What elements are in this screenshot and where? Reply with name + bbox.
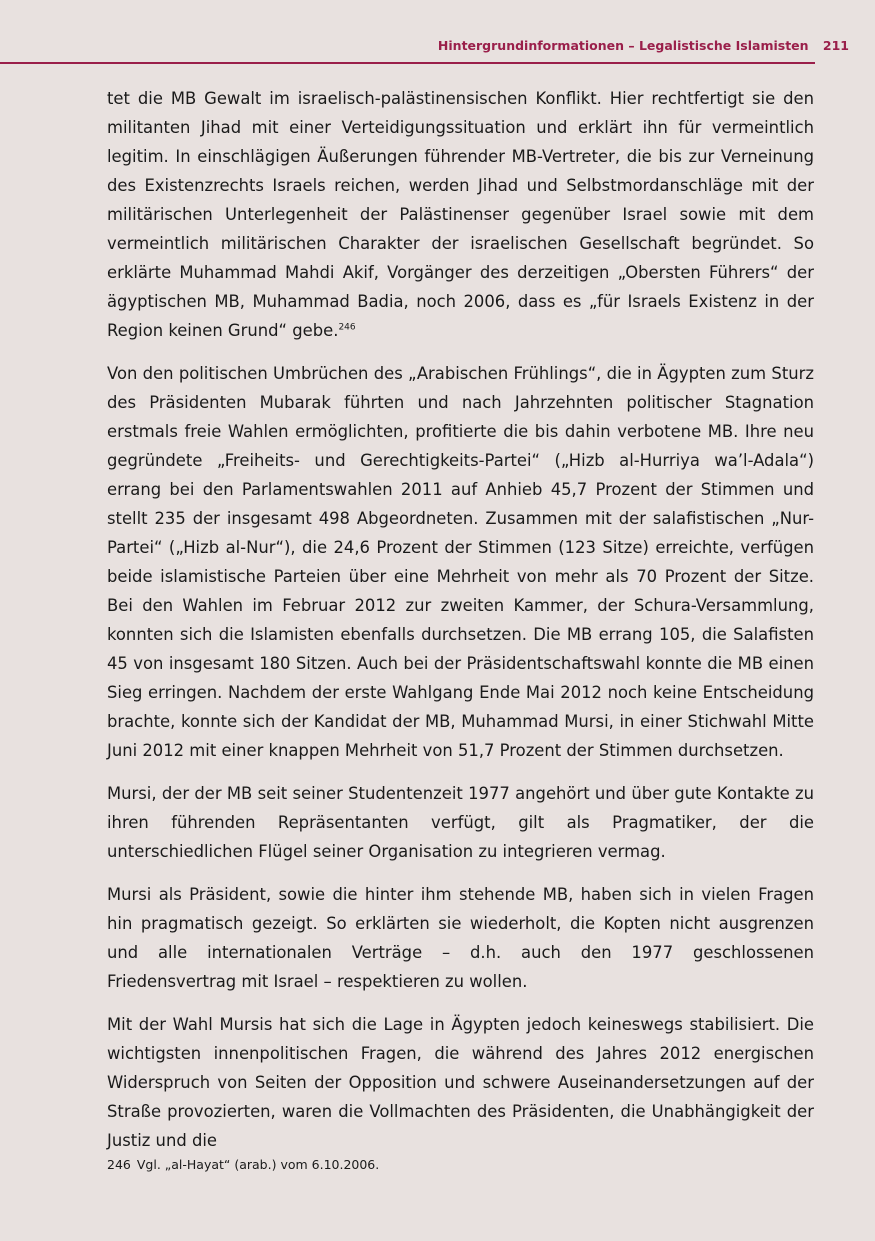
header-rule <box>0 62 815 64</box>
paragraph-3 <box>107 779 814 866</box>
body-text <box>107 84 814 1169</box>
footnote-reference[interactable]: 246 <box>338 322 356 333</box>
paragraph-1 <box>107 84 814 345</box>
footnote <box>107 1157 814 1173</box>
paragraph-2 <box>107 359 814 765</box>
footnote-text: Vgl. „al-Hayat“ (arab.) vom 6.10.2006. <box>136 1157 380 1172</box>
paragraph-4 <box>107 880 814 996</box>
paragraph-5 <box>107 1010 814 1155</box>
paragraph-text: Mit der Wahl Mursis hat sich die Lage in Ägypten jedoch keineswegs stabilisiert. Die wichtigsten innenpolitischen Fragen, die während des Jahres 2012 energischen Widerspruch von Seiten der Opposition und schwere Auseinandersetzungen auf der Straße provozierten, waren die Vollmachten des Präsidenten, die Unabhängigkeit der Justiz und die <box>107 1015 814 1150</box>
running-title: Hintergrundinformationen – Legalistische Islamisten <box>437 38 809 53</box>
paragraph-text: Mursi, der der MB seit seiner Studentenzeit 1977 angehört und über gute Kontakte zu ihren führenden Repräsentanten verfügt, gilt als Pragmatiker, der die unterschiedlichen Flügel seiner Organisation zu integrieren vermag. <box>107 784 814 861</box>
paragraph-text: Von den politischen Umbrüchen des „Arabischen Frühlings“, die in Ägypten zum Sturz des Präsidenten Mubarak führten und nach Jahrzehnten politischer Stagnation erstmals freie Wahlen ermöglichten, profitierte die bis dahin verbotene MB. Ihre neu gegründete „Freiheits- und Gerechtigkeits-Partei“ („Hizb al-Hurriya wa’l-Adala“) errang bei den Parlamentswahlen 2011 auf Anhieb 45,7 Prozent der Stimmen und stellt 235 der insgesamt 498 Abgeordneten. Zusammen mit der salafistischen „Nur-Partei“ („Hizb al-Nur“), die 24,6 Prozent der Stimmen (123 Sitze) erreichte, verfügen beide islamistische Parteien über eine Mehrheit von mehr als 70 Prozent der Sitze. Bei den Wahlen im Februar 2012 zur zweiten Kammer, der Schura-Versammlung, konnten sich die Islamisten ebenfalls durchsetzen. Die MB errang 105, die Salafisten 45 von insgesamt 180 Sitzen. Auch bei der Präsidentschaftswahl konnte die MB einen Sieg erringen. Nachdem der erste Wahlgang Ende Mai 2012 noch keine Entscheidung brachte, konnte sich der Kandidat der MB, Muhammad Mursi, in einer Stichwahl Mitte Juni 2012 mit einer knappen Mehrheit von 51,7 Prozent der Stimmen durchsetzen. <box>107 364 814 760</box>
paragraph-text: tet die MB Gewalt im israelisch-palästinensischen Konflikt. Hier rechtfertigt sie den militanten Jihad mit einer Verteidigungssituation und erklärt ihn für vermeintlich legitim. In einschlägigen Äußerungen führender MB-Vertreter, die bis zur Verneinung des Existenzrechts Israels reichen, werden Jihad und Selbstmordanschläge mit der militärischen Unterlegenheit der Palästinenser gegenüber Israel sowie mit dem vermeintlich militärischen Charakter der israelischen Gesellschaft begründet. So erklärte Muhammad Mahdi Akif, Vorgänger des derzeitigen „Obersten Führers“ der ägyptischen MB, Muhammad Badia, noch 2006, dass es „für Israels Existenz in der Region keinen Grund“ gebe. <box>107 89 814 340</box>
running-header <box>438 38 849 53</box>
footnote-number: 246 <box>107 1157 131 1172</box>
paragraph-text: Mursi als Präsident, sowie die hinter ihm stehende MB, haben sich in vielen Fragen hin pragmatisch gezeigt. So erklärten sie wiederholt, die Kopten nicht ausgrenzen und alle internationalen Verträge – d.h. auch den 1977 geschlossenen Friedensvertrag mit Israel – respektieren zu wollen. <box>107 885 814 991</box>
page-number: 211 <box>822 38 849 53</box>
